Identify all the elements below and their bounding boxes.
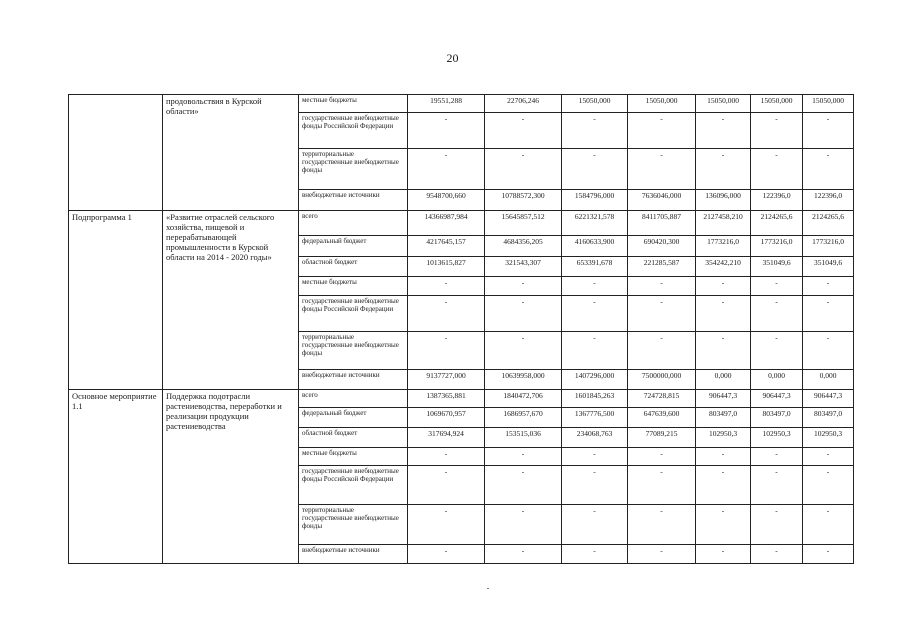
value-cell: 724728,815 [628, 389, 696, 407]
value-cell: - [803, 295, 854, 331]
value-cell: 1773216,0 [751, 236, 803, 256]
value-cell: - [751, 113, 803, 149]
value-cell: - [408, 332, 485, 370]
section-label: Подпрограмма 1 [69, 210, 163, 389]
value-cell: - [485, 113, 562, 149]
value-cell: - [751, 332, 803, 370]
value-cell: - [696, 332, 751, 370]
value-cell: - [696, 149, 751, 189]
value-cell: 1069670,957 [408, 407, 485, 427]
value-cell: - [485, 149, 562, 189]
value-cell: - [562, 505, 628, 544]
value-cell: 15050,000 [628, 95, 696, 113]
funding-source: государственные внебюджетные фонды Российской Федерации [299, 295, 408, 331]
value-cell: 2124265,6 [751, 210, 803, 236]
value-cell: - [628, 332, 696, 370]
value-cell: 803497,0 [803, 407, 854, 427]
funding-source: внебюджетные источники [299, 544, 408, 563]
value-cell: 6221321,578 [562, 210, 628, 236]
value-cell: - [408, 448, 485, 466]
value-cell: 153515,036 [485, 427, 562, 447]
value-cell: 647639,600 [628, 407, 696, 427]
value-cell: 10639958,000 [485, 370, 562, 389]
funding-source: областной бюджет [299, 427, 408, 447]
value-cell: - [751, 544, 803, 563]
value-cell: 906447,3 [696, 389, 751, 407]
value-cell: 351049,6 [803, 256, 854, 276]
value-cell: 2124265,6 [803, 210, 854, 236]
value-cell: 15050,000 [562, 95, 628, 113]
value-cell: 317694,924 [408, 427, 485, 447]
value-cell: 906447,3 [803, 389, 854, 407]
value-cell: - [803, 448, 854, 466]
value-cell: - [696, 505, 751, 544]
value-cell: - [562, 448, 628, 466]
value-cell: 1686957,670 [485, 407, 562, 427]
value-cell: - [562, 332, 628, 370]
value-cell: - [628, 466, 696, 505]
value-cell: 8411705,887 [628, 210, 696, 236]
value-cell: 15050,000 [751, 95, 803, 113]
value-cell: - [751, 295, 803, 331]
value-cell: 15050,000 [696, 95, 751, 113]
funding-source: государственные внебюджетные фонды Российской Федерации [299, 113, 408, 149]
funding-source: федеральный бюджет [299, 407, 408, 427]
value-cell: - [408, 276, 485, 295]
value-cell: 15645857,512 [485, 210, 562, 236]
value-cell: 690420,300 [628, 236, 696, 256]
funding-source: территориальные государственные внебюджетные фонды [299, 505, 408, 544]
value-cell: 234068,763 [562, 427, 628, 447]
funding-source: территориальные государственные внебюджетные фонды [299, 149, 408, 189]
value-cell: - [696, 295, 751, 331]
value-cell: - [485, 544, 562, 563]
value-cell: - [485, 448, 562, 466]
value-cell: 221285,587 [628, 256, 696, 276]
section-label [69, 95, 163, 211]
funding-source: местные бюджеты [299, 276, 408, 295]
value-cell: - [803, 276, 854, 295]
value-cell: - [408, 544, 485, 563]
value-cell: 354242,210 [696, 256, 751, 276]
value-cell: 803497,0 [696, 407, 751, 427]
value-cell: 122396,0 [751, 189, 803, 210]
value-cell: 19551,288 [408, 95, 485, 113]
value-cell: 4684356,205 [485, 236, 562, 256]
funding-source: федеральный бюджет [299, 236, 408, 256]
value-cell: 653391,678 [562, 256, 628, 276]
table-row [69, 210, 854, 236]
funding-source: внебюджетные источники [299, 370, 408, 389]
value-cell: - [408, 113, 485, 149]
value-cell: - [803, 149, 854, 189]
value-cell: 0,000 [751, 370, 803, 389]
value-cell: 2127458,210 [696, 210, 751, 236]
value-cell: 1367776,500 [562, 407, 628, 427]
page-number: 20 [446, 51, 459, 65]
value-cell: - [803, 505, 854, 544]
value-cell: - [628, 113, 696, 149]
funding-source: государственные внебюджетные фонды Российской Федерации [299, 466, 408, 505]
value-cell: 9137727,000 [408, 370, 485, 389]
value-cell: 1584796,000 [562, 189, 628, 210]
value-cell: - [408, 505, 485, 544]
value-cell: 102950,3 [803, 427, 854, 447]
value-cell: 102950,3 [751, 427, 803, 447]
value-cell: - [408, 295, 485, 331]
funding-source: внебюджетные источники [299, 189, 408, 210]
funding-source: местные бюджеты [299, 448, 408, 466]
value-cell: - [628, 505, 696, 544]
section-title: «Развитие отраслей сельского хозяйства, пищевой и перерабатывающей промышленности в Курской области на 2014 - 2020 годы» [163, 210, 299, 389]
value-cell: 0,000 [803, 370, 854, 389]
value-cell: 1013615,827 [408, 256, 485, 276]
value-cell: 77089,215 [628, 427, 696, 447]
value-cell: - [562, 544, 628, 563]
value-cell: - [696, 113, 751, 149]
value-cell: 906447,3 [751, 389, 803, 407]
value-cell: - [751, 276, 803, 295]
value-cell: 22706,246 [485, 95, 562, 113]
value-cell: 351049,6 [751, 256, 803, 276]
value-cell: - [408, 149, 485, 189]
section-title: продовольствия в Курской области» [163, 95, 299, 211]
funding-source: местные бюджеты [299, 95, 408, 113]
value-cell: - [803, 332, 854, 370]
funding-source: территориальные государственные внебюджетные фонды [299, 332, 408, 370]
value-cell: - [696, 276, 751, 295]
value-cell: 803497,0 [751, 407, 803, 427]
value-cell: - [803, 113, 854, 149]
value-cell: 321543,307 [485, 256, 562, 276]
value-cell: 10788572,300 [485, 189, 562, 210]
value-cell: 1773216,0 [696, 236, 751, 256]
value-cell: - [485, 466, 562, 505]
value-cell: - [803, 544, 854, 563]
value-cell: - [751, 448, 803, 466]
value-cell: 102950,3 [696, 427, 751, 447]
value-cell: - [485, 332, 562, 370]
value-cell: 1773216,0 [803, 236, 854, 256]
value-cell: 7500000,000 [628, 370, 696, 389]
funding-source: всего [299, 389, 408, 407]
value-cell: - [628, 295, 696, 331]
value-cell: - [408, 466, 485, 505]
value-cell: - [803, 466, 854, 505]
scan-speck [487, 588, 489, 589]
value-cell: - [628, 544, 696, 563]
value-cell: - [562, 276, 628, 295]
value-cell: - [485, 295, 562, 331]
value-cell: - [562, 466, 628, 505]
value-cell: 15050,000 [803, 95, 854, 113]
value-cell: 1601845,263 [562, 389, 628, 407]
value-cell: 136096,000 [696, 189, 751, 210]
value-cell: 14366987,984 [408, 210, 485, 236]
value-cell: - [562, 295, 628, 331]
value-cell: - [562, 149, 628, 189]
value-cell: - [628, 149, 696, 189]
value-cell: - [485, 276, 562, 295]
value-cell: 122396,0 [803, 189, 854, 210]
table-row [69, 95, 854, 113]
value-cell: - [628, 448, 696, 466]
value-cell: - [628, 276, 696, 295]
value-cell: - [485, 505, 562, 544]
budget-table [68, 94, 854, 564]
value-cell: - [696, 448, 751, 466]
section-label: Основное мероприятие 1.1 [69, 389, 163, 563]
value-cell: 1840472,706 [485, 389, 562, 407]
funding-source: всего [299, 210, 408, 236]
value-cell: 7636046,000 [628, 189, 696, 210]
value-cell: 9548700,660 [408, 189, 485, 210]
value-cell: - [751, 505, 803, 544]
value-cell: 4160633,900 [562, 236, 628, 256]
value-cell: 4217645,157 [408, 236, 485, 256]
value-cell: 1387365,881 [408, 389, 485, 407]
value-cell: - [751, 149, 803, 189]
funding-source: областной бюджет [299, 256, 408, 276]
value-cell: - [696, 466, 751, 505]
value-cell: 0,000 [696, 370, 751, 389]
section-title: Поддержка подотрасли растениеводства, переработки и реализации продукции растениеводства [163, 389, 299, 563]
table-row [69, 389, 854, 407]
value-cell: - [696, 544, 751, 563]
value-cell: 1407296,000 [562, 370, 628, 389]
value-cell: - [562, 113, 628, 149]
value-cell: - [751, 466, 803, 505]
